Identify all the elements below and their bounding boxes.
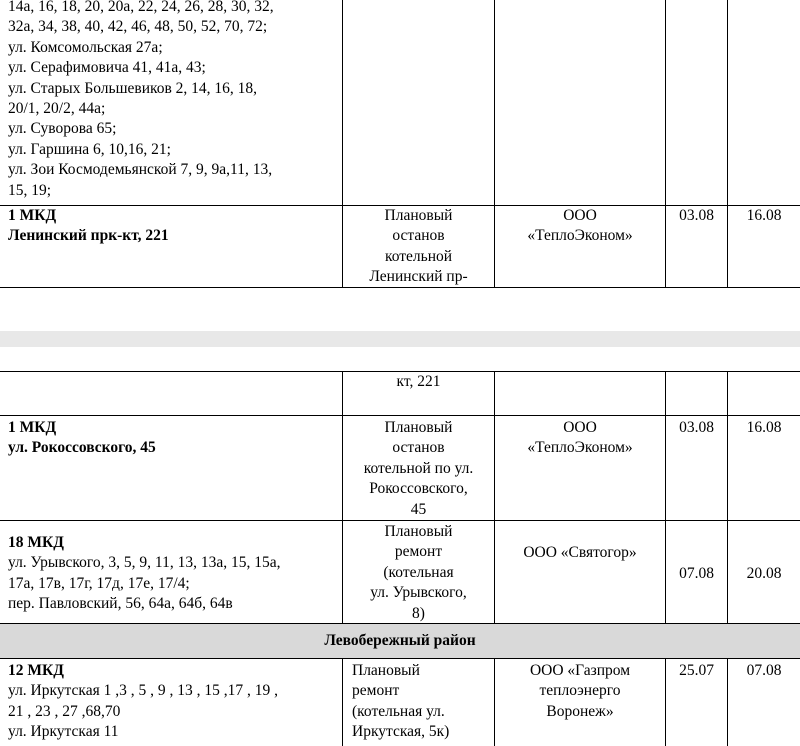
address-line: 32а, 34, 38, 40, 42, 46, 48, 50, 52, 70, 72; [8, 18, 268, 36]
address-line: 15, 19; [8, 181, 52, 199]
org-line: «ТеплоЭконом» [527, 227, 633, 245]
reason-line: Плановый [384, 419, 453, 436]
start-date: 03.08 [679, 207, 714, 224]
address-line: 14а, 16, 18, 20, 20а, 22, 24, 26, 28, 30, 32, [8, 0, 274, 15]
address-line: пер. Павловский, 56, 64а, 64б, 64в [8, 595, 233, 613]
org-line: ООО [563, 419, 597, 436]
org-cell [495, 661, 665, 722]
row-address: ул. Рокоссовского, 45 [8, 439, 156, 457]
org-cell [495, 418, 665, 459]
address-line: ул. Иркутская 11 [8, 723, 119, 741]
page-separator [0, 331, 800, 347]
start-date: 03.08 [679, 419, 714, 436]
col-divider [727, 0, 728, 288]
row-divider [0, 658, 800, 659]
reason-line: Рокоссовского, [369, 480, 468, 498]
reason-cell [343, 418, 494, 520]
col-divider [665, 0, 666, 288]
org-cell [495, 206, 665, 247]
end-date: 07.08 [746, 662, 782, 679]
org-line: ООО «Газпром [529, 662, 631, 679]
address-line: ул. Старых Большевиков 2, 14, 16, 18, [8, 79, 258, 97]
page-gap [0, 288, 800, 331]
reason-line: Иркутская, 5к) [352, 723, 450, 741]
address-line: ул. Серафимовича 41, 41а, 43; [8, 59, 206, 77]
start-date: 07.08 [679, 565, 714, 582]
mkd-count: 12 МКД [8, 662, 64, 679]
reason-cell [352, 661, 449, 743]
col-divider [494, 371, 495, 624]
reason-cell [343, 206, 494, 288]
end-date: 16.08 [746, 207, 782, 224]
end-date: 16.08 [746, 419, 782, 436]
reason-line: 45 [410, 500, 427, 518]
mkd-count: 1 МКД [8, 419, 57, 436]
reason-line: останов [392, 227, 445, 245]
org-line: ООО [563, 207, 597, 224]
row-address: Ленинский прк-кт, 221 [8, 227, 169, 245]
address-line: ул. Гаршина 6, 10,16, 21; [8, 140, 171, 158]
reason-line: ремонт [352, 682, 400, 700]
address-line: ул. Суворова 65; [8, 120, 117, 138]
address-line: 21 , 23 , 27 ,68,70 [8, 702, 121, 720]
reason-line: котельной [384, 247, 453, 265]
row-title [8, 661, 278, 743]
org-line: теплоэнерго [539, 682, 621, 700]
reason-line: Плановый [384, 207, 453, 224]
row-title [8, 206, 169, 247]
org-line: Воронеж» [546, 702, 614, 720]
reason-line: ремонт [394, 543, 443, 561]
address-line: ул. Урывского, 3, 5, 9, 11, 13, 13а, 15, 15а, [8, 554, 281, 572]
end-date: 20.08 [746, 565, 782, 582]
page-gap [0, 347, 800, 371]
reason-line: останов [392, 439, 445, 457]
row-title [8, 533, 280, 615]
address-line: ул. Зои Космодемьянской 7, 9, 9а,11, 13, [8, 161, 273, 179]
address-line: 20/1, 20/2, 44а; [8, 100, 106, 118]
row-divider [0, 520, 800, 521]
start-date: 25.07 [679, 662, 714, 679]
col-divider [727, 371, 728, 624]
reason-line: 8) [412, 604, 425, 622]
reason-line: Плановый [384, 523, 453, 540]
reason-line: (котельная ул. [352, 702, 445, 720]
mkd-count: 18 МКД [8, 534, 64, 551]
org-cell: ООО «Святогор» [523, 544, 637, 561]
reason-line: ул. Урывского, [370, 584, 467, 602]
reason-line: Плановый [352, 662, 420, 679]
address-line: ул. Комсомольская 27а; [8, 38, 163, 56]
reason-continuation: кт, 221 [396, 373, 441, 390]
row-title [8, 418, 156, 459]
reason-line: Ленинский пр- [369, 268, 468, 286]
reason-line: (котельная [383, 563, 454, 581]
address-line: ул. Иркутская 1 ,3 , 5 , 9 , 13 , 15 ,17 , 19 , [8, 682, 278, 700]
col-divider [665, 371, 666, 624]
mkd-count: 1 МКД [8, 207, 57, 224]
reason-line: котельной по ул. [363, 459, 474, 477]
row-divider [0, 415, 800, 416]
district-name: Левобережный район [324, 632, 476, 649]
reason-cell [343, 522, 494, 624]
org-line: «ТеплоЭконом» [527, 439, 633, 457]
address-line: 17а, 17в, 17г, 17д, 17е, 17/4; [8, 574, 190, 592]
address-list [8, 0, 274, 201]
col-divider [342, 658, 343, 746]
